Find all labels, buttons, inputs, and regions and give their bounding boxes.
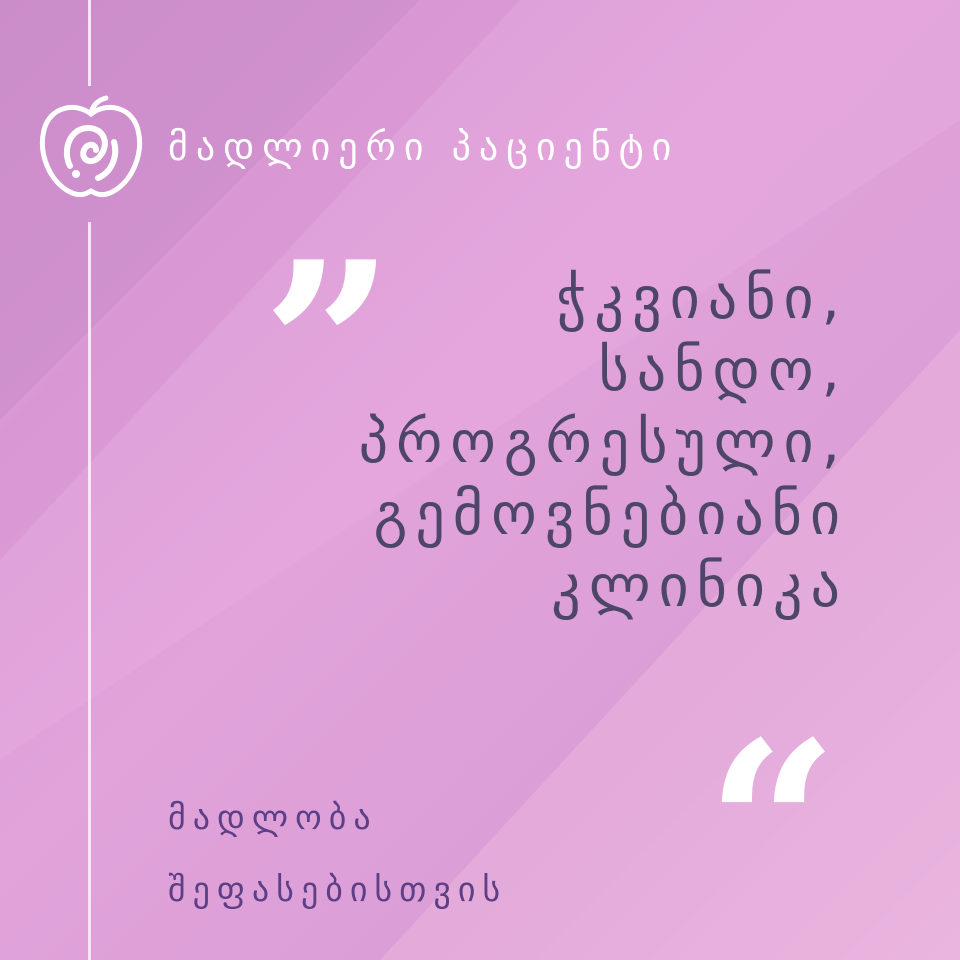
quote-line: კლინიკა	[551, 552, 848, 620]
quote-line: სანდო,	[598, 336, 848, 404]
apple-logo-icon	[36, 94, 146, 204]
brand-title: მადლიერი პაციენტი	[168, 125, 680, 169]
vertical-divider-bottom	[88, 222, 91, 960]
opening-quote-mark: ”	[262, 212, 381, 482]
closing-quote-mark: “	[706, 692, 825, 960]
vertical-divider-top	[88, 0, 91, 86]
caption-line: შეფასებისთვის	[168, 870, 508, 910]
quote-line: ჭკვიანი,	[556, 264, 848, 332]
quote-line: გემოვნებიანი	[373, 480, 848, 548]
quote-text	[228, 262, 848, 622]
caption	[168, 782, 507, 926]
caption-line: მადლობა	[168, 798, 378, 838]
quote-line: პროგრესული,	[358, 408, 848, 476]
